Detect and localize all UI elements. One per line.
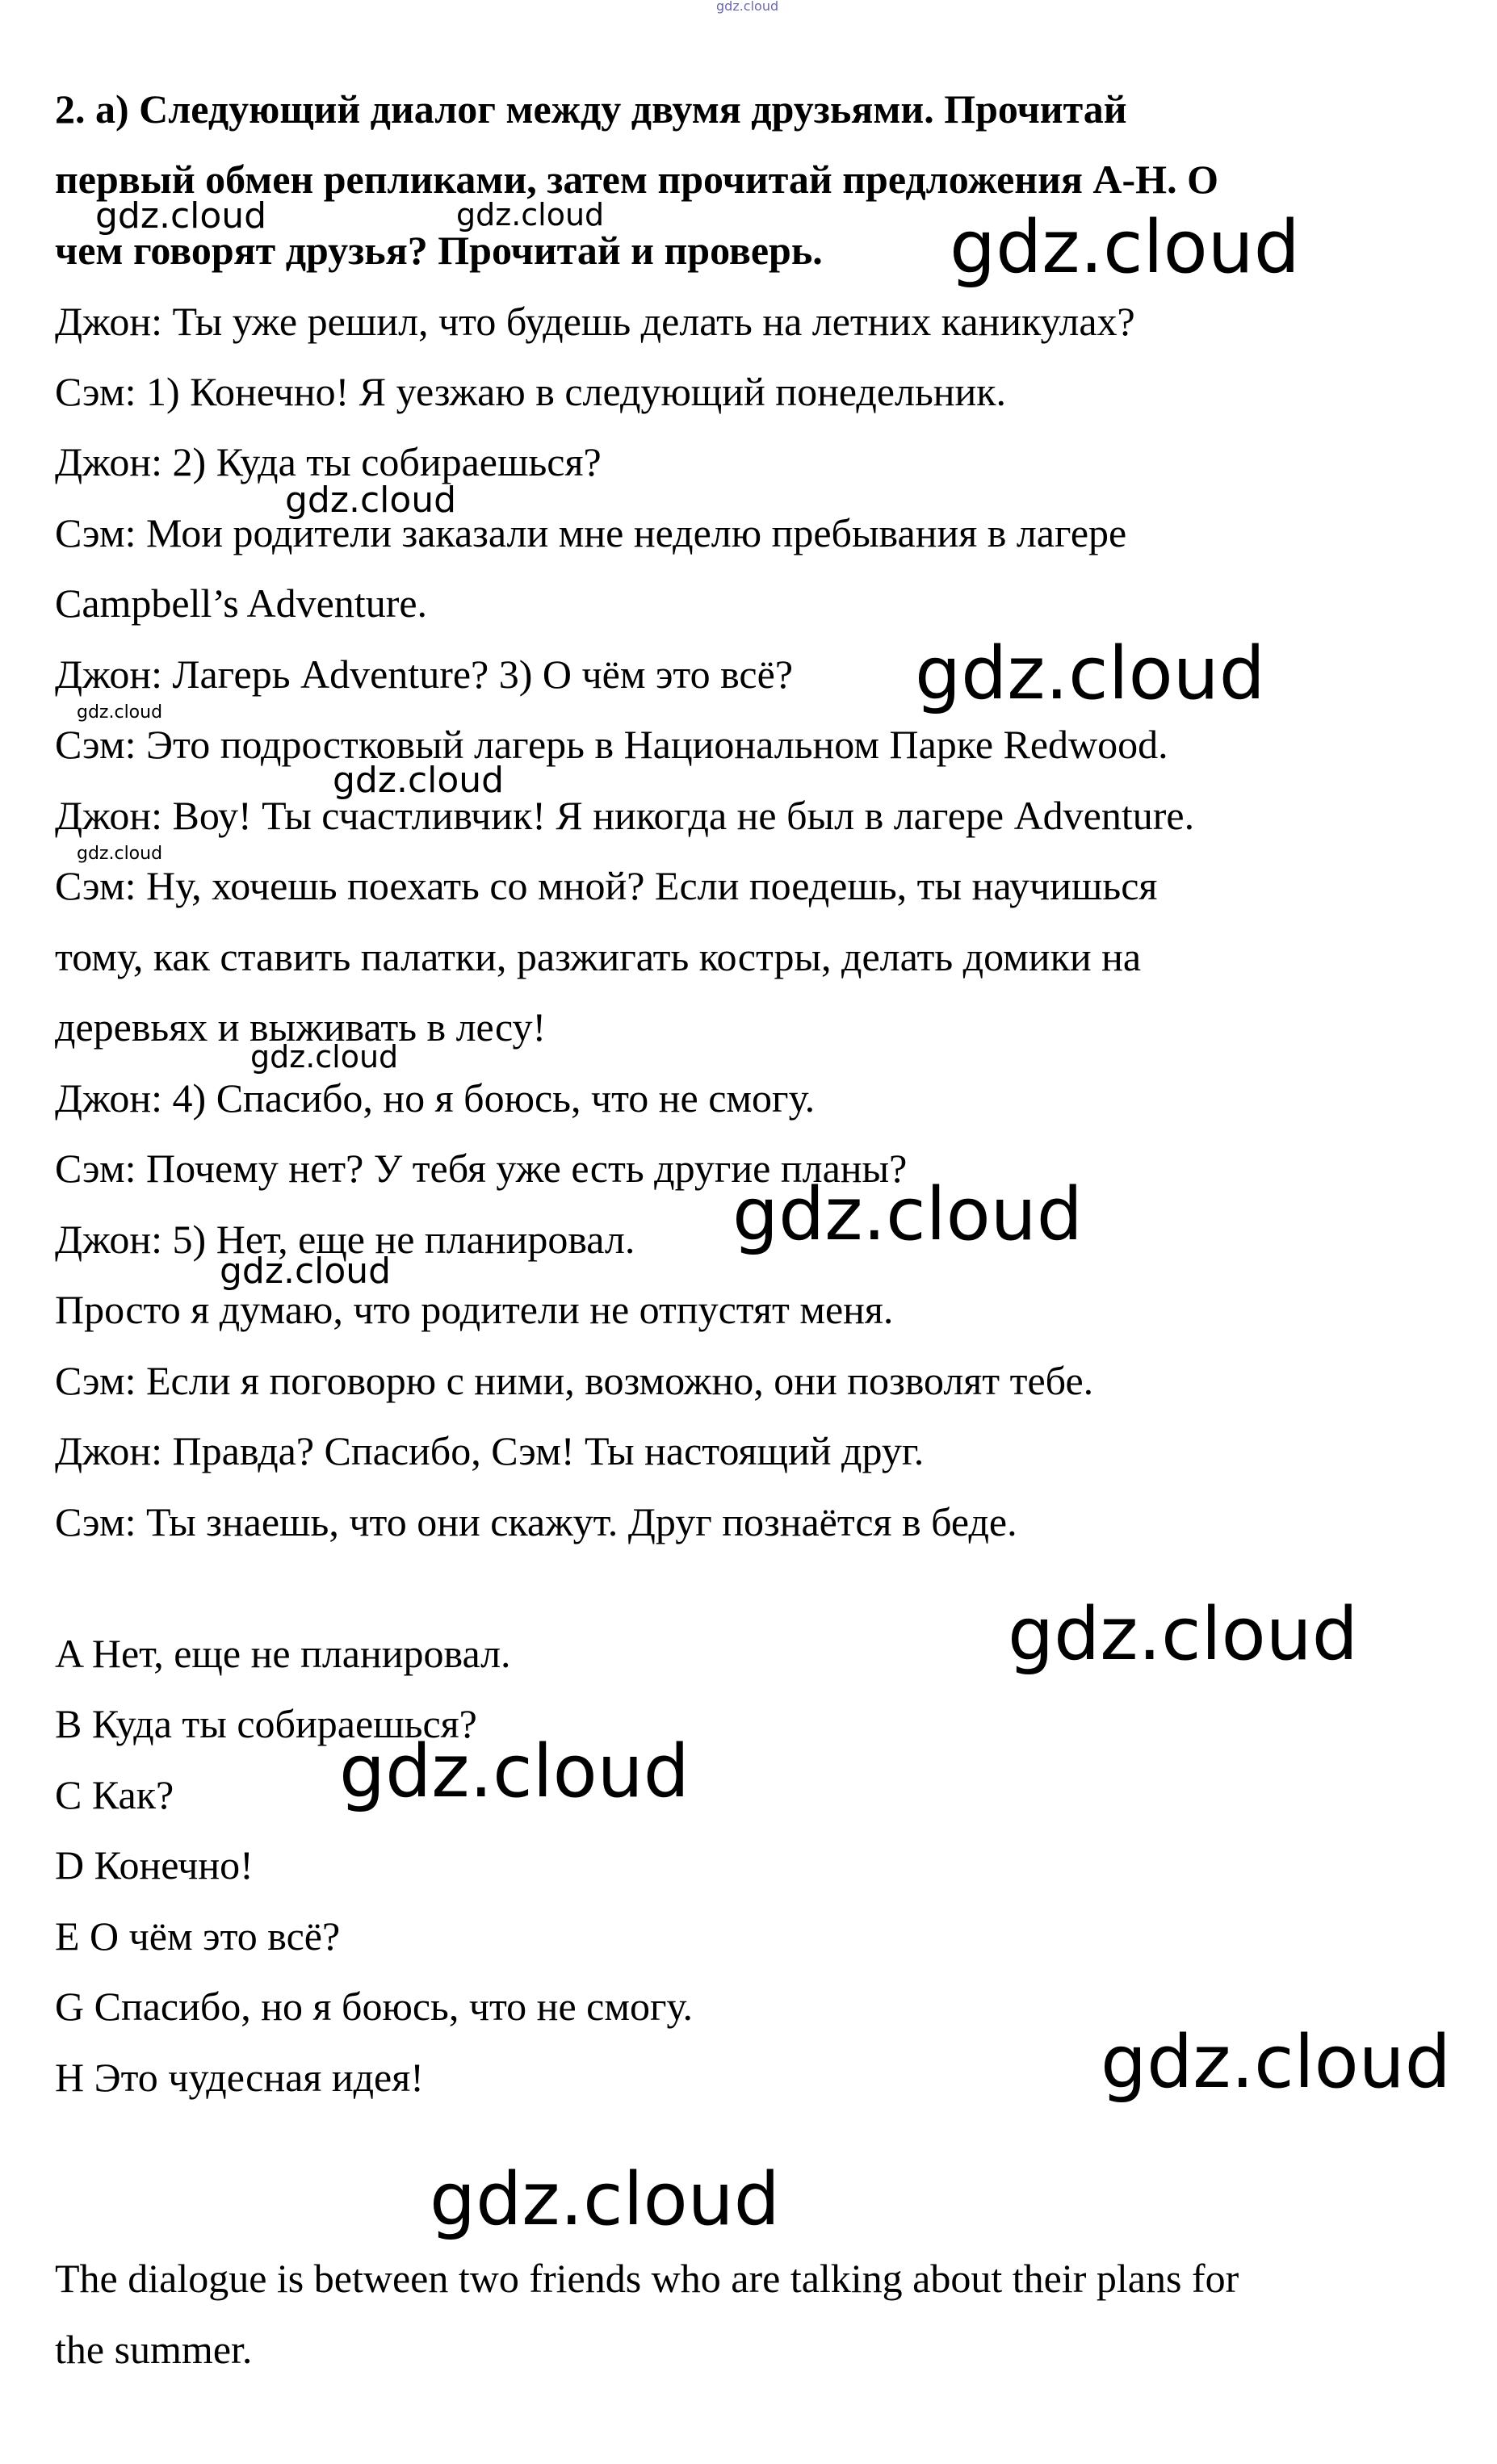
- dialogue-line: тому, как ставить палатки, разжигать костры, делать домики на: [55, 934, 1142, 979]
- dialogue-line: Джон: Ты уже решил, что будешь делать на летних каникулах?: [55, 299, 1135, 344]
- answer-line-2: the summer.: [55, 2327, 253, 2372]
- watermark: gdz.cloud: [220, 1251, 392, 1292]
- dialogue-line: Сэм: Если я поговорю с ними, возможно, они позволят тебе.: [55, 1358, 1094, 1403]
- watermark: gdz.cloud: [1101, 2020, 1451, 2105]
- task-heading-line-3: чем говорят друзья? Прочитай и проверь.: [55, 228, 823, 273]
- watermark: gdz.cloud: [95, 195, 267, 237]
- watermark: gdz.cloud: [285, 480, 457, 521]
- dialogue-line: Джон: 5) Нет, еще не планировал.: [55, 1217, 635, 1262]
- dialogue-line: Просто я думаю, что родители не отпустят меня.: [55, 1287, 894, 1332]
- task-heading-line-2: первый обмен репликами, затем прочитай предложения A-H. О: [55, 157, 1218, 202]
- task-heading-line-1: 2. а) Следующий диалог между двумя друзьями. Прочитай: [55, 86, 1127, 132]
- answer-line-1: The dialogue is between two friends who are talking about their plans for: [55, 2256, 1239, 2301]
- dialogue-line: Джон: Воу! Ты счастливчик! Я никогда не был в лагере Adventure.: [55, 793, 1195, 838]
- option-item: D Конечно!: [55, 1842, 254, 1888]
- dialogue-line: Сэм: Это подростковый лагерь в Национальном Парке Redwood.: [55, 722, 1168, 767]
- dialogue-line: Сэм: 1) Конечно! Я уезжаю в следующий понедельник.: [55, 369, 1007, 414]
- watermark: gdz.cloud: [339, 1729, 690, 1814]
- watermark: gdz.cloud: [250, 1039, 399, 1075]
- watermark: gdz.cloud: [950, 205, 1300, 290]
- watermark: gdz.cloud: [1008, 1592, 1358, 1677]
- dialogue-line: Джон: Лагерь Adventure? 3) О чём это всё?: [55, 652, 794, 697]
- option-item: A Нет, еще не планировал.: [55, 1631, 511, 1676]
- watermark: gdz.cloud: [77, 702, 163, 723]
- option-item: G Спасибо, но я боюсь, что не смогу.: [55, 1984, 693, 2029]
- dialogue-line: Джон: 2) Куда ты собираешься?: [55, 439, 602, 484]
- option-item: B Куда ты собираешься?: [55, 1701, 477, 1746]
- dialogue-line: Сэм: Ты знаешь, что они скажут. Друг познаётся в беде.: [55, 1499, 1017, 1544]
- header-watermark: gdz.cloud: [716, 0, 779, 14]
- watermark: gdz.cloud: [430, 2157, 780, 2242]
- dialogue-line: Сэм: Почему нет? У тебя уже есть другие планы?: [55, 1146, 908, 1191]
- dialogue-line: Джон: 4) Спасибо, но я боюсь, что не смогу.: [55, 1075, 816, 1121]
- watermark: gdz.cloud: [333, 760, 505, 801]
- dialogue-line: Сэм: Мои родители заказали мне неделю пребывания в лагере: [55, 510, 1127, 555]
- option-item: C Как?: [55, 1772, 174, 1817]
- watermark: gdz.cloud: [77, 844, 163, 864]
- dialogue-line: деревьях и выживать в лесу!: [55, 1004, 547, 1050]
- option-item: E О чём это всё?: [55, 1913, 341, 1959]
- watermark: gdz.cloud: [915, 631, 1265, 716]
- dialogue-line: Campbell’s Adventure.: [55, 580, 428, 626]
- watermark: gdz.cloud: [732, 1172, 1083, 1257]
- option-item: H Это чудесная идея!: [55, 2055, 424, 2100]
- watermark: gdz.cloud: [456, 197, 605, 233]
- dialogue-line: Джон: Правда? Спасибо, Сэм! Ты настоящий друг.: [55, 1428, 925, 1473]
- dialogue-line: Сэм: Ну, хочешь поехать со мной? Если поедешь, ты научишься: [55, 863, 1158, 908]
